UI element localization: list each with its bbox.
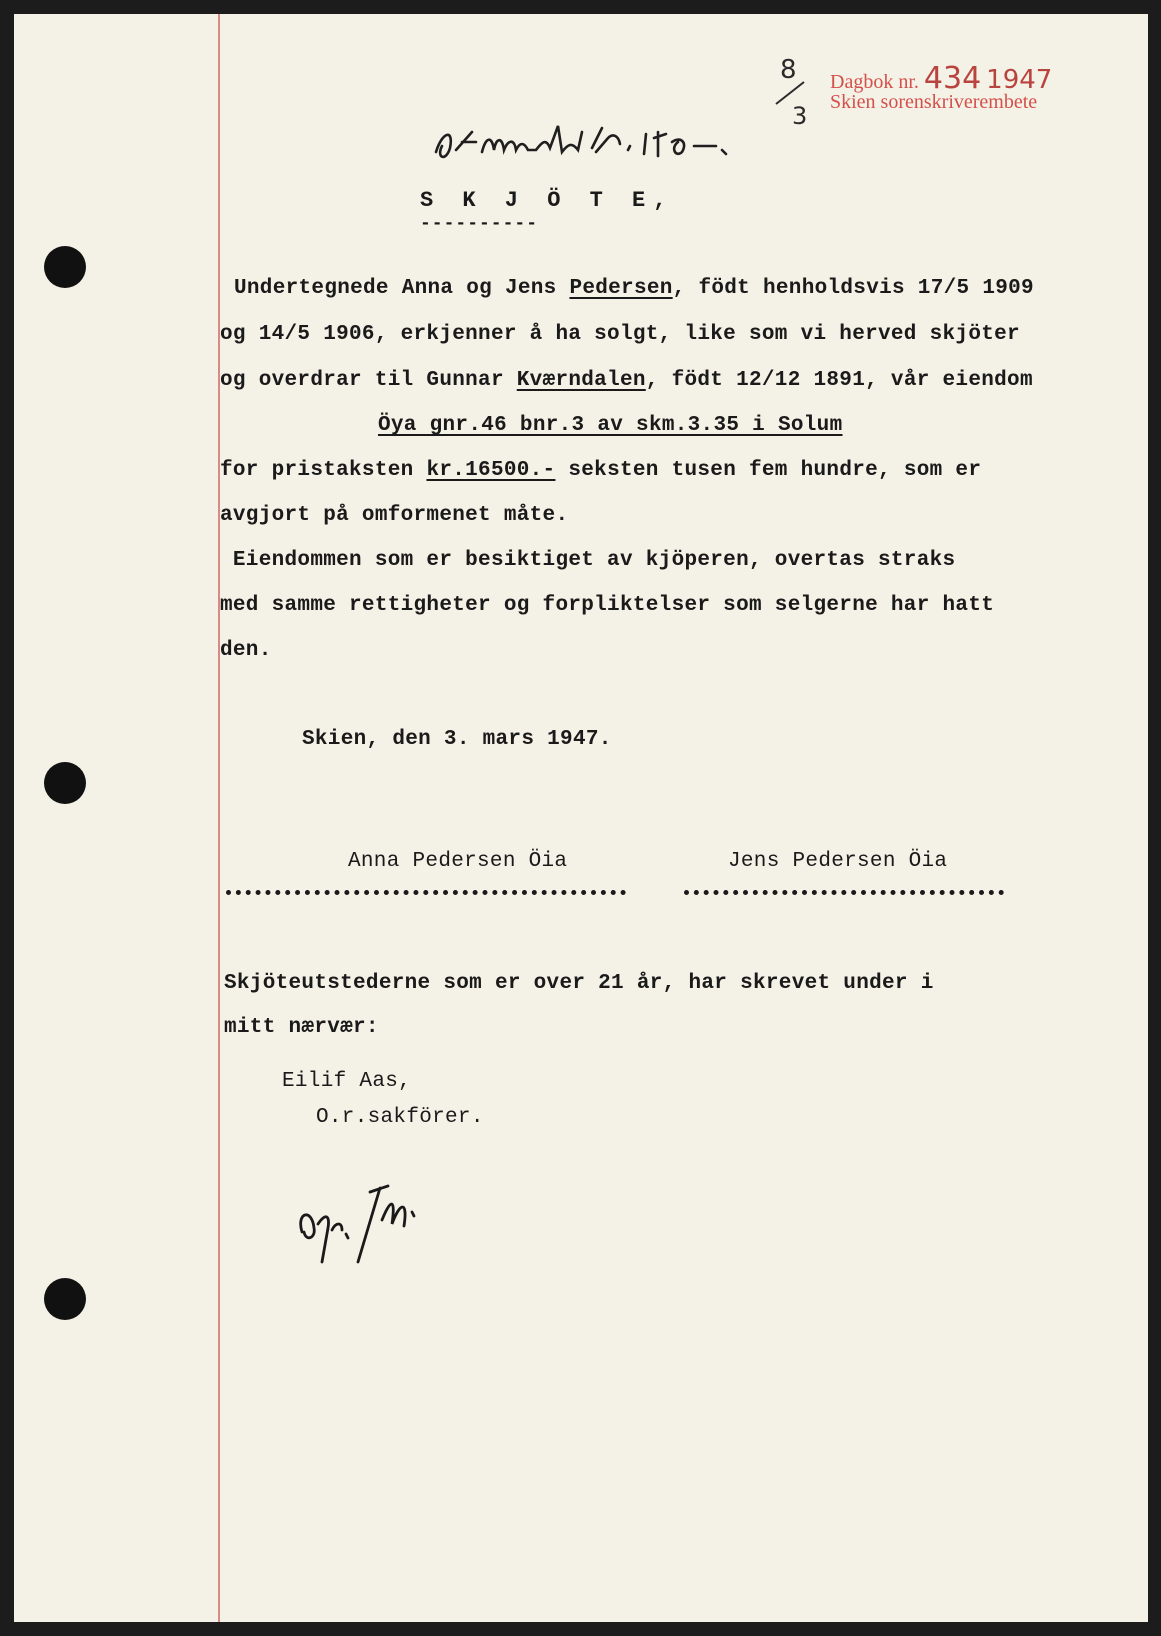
stamp-office: Skien sorenskriverembete: [830, 91, 1038, 113]
signature-line-left: [226, 886, 626, 895]
body-line: for pristaksten kr.16500.- seksten tusen fem hundre, som er: [220, 459, 982, 482]
buyer-surname: Kværndalen: [516, 369, 646, 392]
witness-title: O.r.sakförer.: [316, 1106, 484, 1129]
handwritten-date: [774, 54, 810, 134]
stamp-number: 434: [923, 61, 982, 96]
body-line: den.: [220, 639, 272, 662]
body-line: Undertegnede Anna og Jens Pedersen, födt henholdsvis 17/5 1909: [234, 277, 1034, 300]
property-designation: Öya gnr.46 bnr.3 av skm.3.35 i Solum: [378, 414, 843, 437]
body-line: avgjort på omformenet måte.: [220, 504, 569, 527]
seller-surname: Pedersen: [569, 277, 673, 300]
svg-text:8: 8: [780, 55, 797, 85]
stamp-label: Dagbok nr.: [830, 71, 919, 93]
document-title: S K J Ö T E,: [420, 188, 675, 213]
witness-name: Eilif Aas,: [282, 1070, 412, 1093]
body-line: og 14/5 1906, erkjenner å ha solgt, like som vi herved skjöter: [220, 323, 1020, 346]
handwritten-fee-note: [432, 112, 762, 172]
body-line: Eiendommen som er besiktiget av kjöperen, overtas straks: [220, 549, 956, 572]
signature-name-right: Jens Pedersen Öia: [728, 850, 948, 873]
witness-statement: Skjöteutstederne som er over 21 år, har skrevet under i: [224, 972, 934, 995]
signature-line-right: [684, 886, 1004, 895]
punch-hole: [44, 1278, 86, 1320]
title-rule: ----------: [420, 214, 539, 234]
witness-statement: mitt nærvær:: [224, 1016, 379, 1039]
stamp-year: 1947: [986, 65, 1053, 95]
punch-hole: [44, 246, 86, 288]
place-date: Skien, den 3. mars 1947.: [302, 728, 612, 751]
document-page: [14, 14, 1148, 1622]
body-line: og overdrar til Gunnar Kværndalen, födt 12/12 1891, vår eiendom: [220, 369, 1033, 392]
body-line: med samme rettigheter og forpliktelser som selgerne har hatt: [220, 594, 995, 617]
margin-line: [218, 14, 220, 1622]
svg-text:3: 3: [792, 102, 808, 130]
registry-stamp: [830, 61, 1053, 96]
punch-hole: [44, 762, 86, 804]
purchase-price: kr.16500.-: [426, 459, 556, 482]
signature-name-left: Anna Pedersen Öia: [348, 850, 568, 873]
handwritten-initials: [292, 1172, 452, 1272]
